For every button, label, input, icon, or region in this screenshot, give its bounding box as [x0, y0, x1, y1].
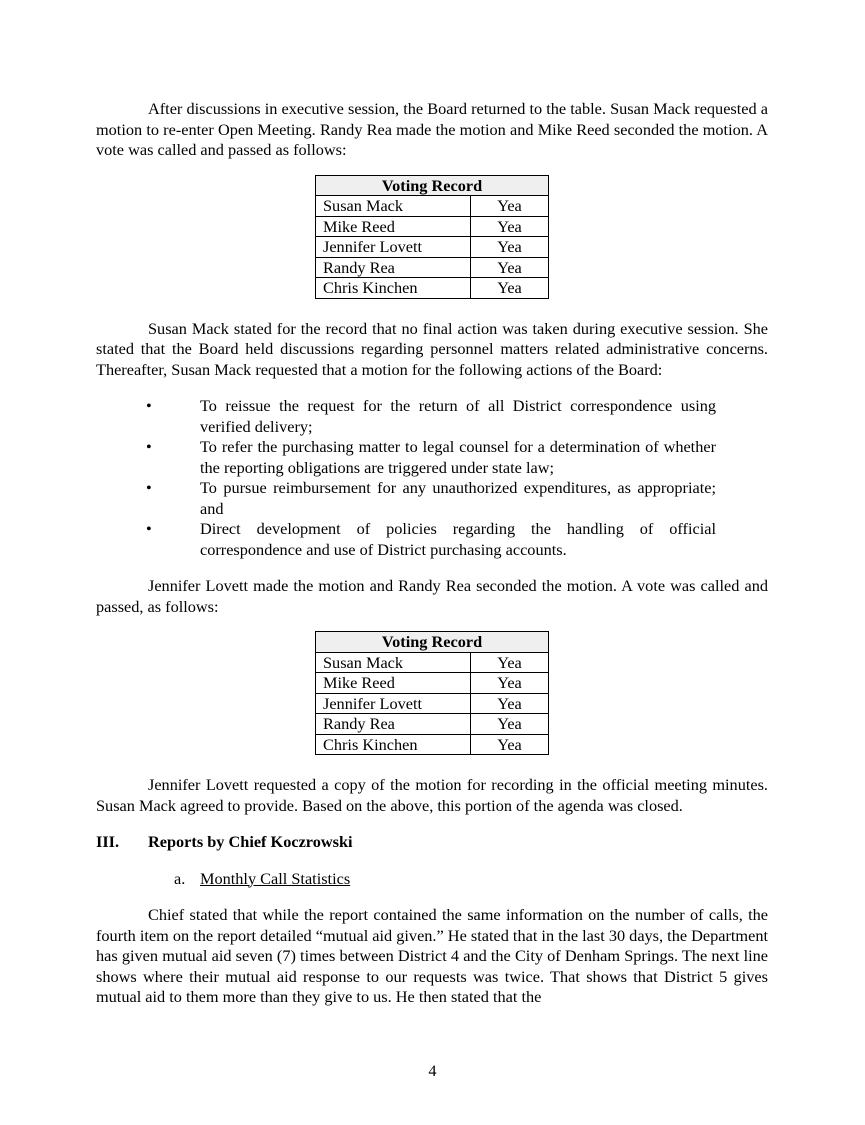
- member-name: Randy Rea: [316, 714, 471, 735]
- voting-record-table-2: [315, 631, 549, 755]
- table-row: [316, 734, 549, 755]
- table-row: [316, 652, 549, 673]
- voting-record-title: Voting Record: [316, 175, 549, 196]
- member-vote: Yea: [471, 216, 549, 237]
- paragraph-executive-session-statement: Susan Mack stated for the record that no final action was taken during executive session. She stated that the Board held discussions regarding personnel matters related administrative concerns. Thereafter, Susan Mack requested that a motion for the following actions of the Board:: [96, 318, 768, 379]
- list-item-text: Direct development of policies regarding the handling of official correspondence and use of District purchasing accounts.: [200, 519, 716, 559]
- bullet-icon: •: [146, 519, 152, 538]
- voting-record-title: Voting Record: [316, 632, 549, 653]
- page-number: 4: [428, 1061, 437, 1080]
- member-vote: Yea: [471, 652, 549, 673]
- member-name: Chris Kinchen: [316, 278, 471, 299]
- member-vote: Yea: [471, 237, 549, 258]
- list-item: [96, 396, 716, 437]
- member-name: Mike Reed: [316, 216, 471, 237]
- member-name: Randy Rea: [316, 257, 471, 278]
- paragraph-motion-seconded: Jennifer Lovett made the motion and Randy Rea seconded the motion. A vote was called and passed, as follows:: [96, 576, 768, 616]
- bullet-icon: •: [146, 437, 152, 456]
- member-vote: Yea: [471, 196, 549, 217]
- list-item: [96, 478, 716, 519]
- table-row: [316, 196, 549, 217]
- member-vote: Yea: [471, 714, 549, 735]
- paragraph-motion-copy-request: Jennifer Lovett requested a copy of the motion for recording in the official meeting minutes. Susan Mack agreed to provide. Based on the above, this portion of the agenda was closed.: [96, 775, 768, 815]
- member-vote: Yea: [471, 693, 549, 714]
- member-vote: Yea: [471, 278, 549, 299]
- member-name: Susan Mack: [316, 652, 471, 673]
- table-row: [316, 693, 549, 714]
- member-name: Susan Mack: [316, 196, 471, 217]
- member-vote: Yea: [471, 734, 549, 755]
- table-row: [316, 216, 549, 237]
- member-name: Jennifer Lovett: [316, 693, 471, 714]
- section-number: III.: [96, 832, 120, 851]
- section-title: Reports by Chief Koczrowski: [148, 832, 353, 851]
- member-vote: Yea: [471, 673, 549, 694]
- table-row: [316, 714, 549, 735]
- member-name: Jennifer Lovett: [316, 237, 471, 258]
- board-actions-list: [96, 396, 768, 560]
- member-name: Chris Kinchen: [316, 734, 471, 755]
- document-page: [96, 99, 768, 1008]
- subsection-letter: a.: [174, 868, 186, 888]
- bullet-icon: •: [146, 478, 152, 497]
- voting-record-table-1: [315, 175, 549, 299]
- table-row: [316, 673, 549, 694]
- list-item: [96, 437, 716, 478]
- member-vote: Yea: [471, 257, 549, 278]
- bullet-icon: •: [146, 396, 152, 415]
- subsection-heading: [96, 869, 768, 890]
- list-item-text: To refer the purchasing matter to legal counsel for a determination of whether the reporting obligations are triggered under state law;: [200, 437, 716, 477]
- member-name: Mike Reed: [316, 673, 471, 694]
- paragraph-reenter-open-meeting: After discussions in executive session, the Board returned to the table. Susan Mack requested a motion to re-enter Open Meeting. Randy Rea made the motion and Mike Reed seconded the motion. A vote was called and passed as follows:: [96, 99, 768, 159]
- paragraph-mutual-aid-report: Chief stated that while the report contained the same information on the number of calls, the fourth item on the report detailed “mutual aid given.” He stated that in the last 30 days, the Department has given mutual aid seven (7) times between District 4 and the City of Denham Springs. The next line shows where their mutual aid response to our requests was twice. That shows that District 5 gives mutual aid to them more than they give to us. He then stated that the: [96, 905, 768, 1006]
- list-item: [96, 519, 716, 560]
- table-row: [316, 257, 549, 278]
- section-heading: [96, 832, 768, 853]
- list-item-text: To reissue the request for the return of all District correspondence using verified delivery;: [200, 396, 716, 436]
- subsection-title: Monthly Call Statistics: [200, 868, 351, 888]
- table-row: [316, 237, 549, 258]
- table-row: [316, 278, 549, 299]
- list-item-text: To pursue reimbursement for any unauthorized expenditures, as appropriate; and: [200, 478, 716, 518]
